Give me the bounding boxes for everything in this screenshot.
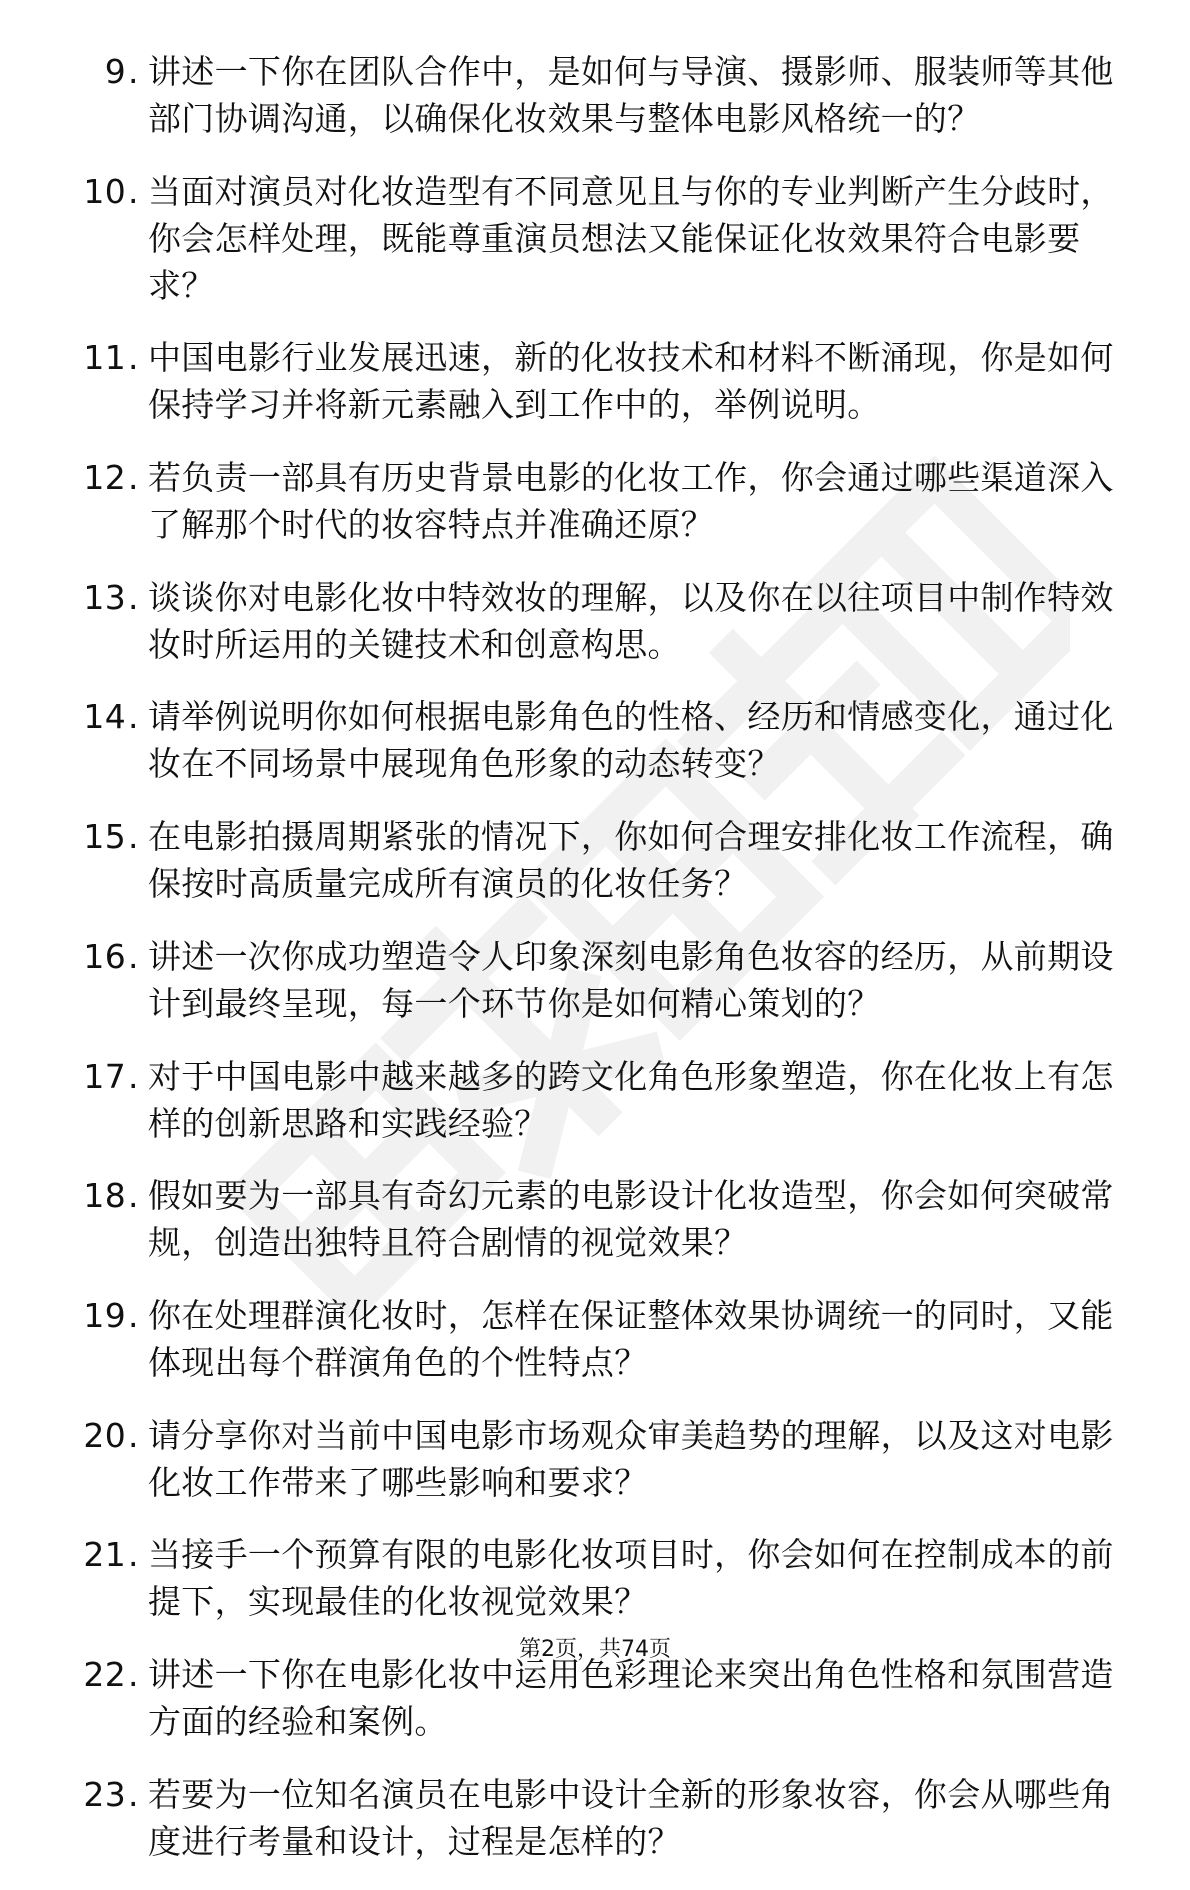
question-number-dot: .: [128, 338, 139, 378]
question-text: 当面对演员对化妆造型有不同意见且与你的专业判断产生分歧时，你会怎样处理，既能尊重演员想法又能保证化妆效果符合电影要求？: [148, 171, 1114, 305]
question-number-dot: .: [128, 1535, 139, 1575]
question-number-dot: .: [128, 1415, 139, 1455]
question-number-dot: .: [128, 52, 139, 91]
question-text: 讲述一下你在团队合作中，是如何与导演、摄影师、服装师等其他部门协调沟通，以确保化妆效果与整体电影风格统一的？: [148, 52, 1114, 138]
question-item-20: [64, 1412, 1114, 1506]
question-item-9: [64, 48, 1114, 142]
question-item-14: [64, 693, 1114, 787]
question-text: 请举例说明你如何根据电影角色的性格、经历和情感变化，通过化妆在不同场景中展现角色形象的动态转变？: [148, 697, 1114, 784]
question-item-17: [64, 1053, 1114, 1147]
question-number: 23: [83, 1774, 126, 1814]
question-text: 若负责一部具有历史背景电影的化妆工作，你会通过哪些渠道深入了解那个时代的妆容特点并准确还原？: [148, 458, 1114, 545]
question-number: 19: [83, 1295, 126, 1335]
question-number: 22: [83, 1654, 126, 1694]
question-item-11: [64, 334, 1114, 428]
question-text: 中国电影行业发展迅速，新的化妆技术和材料不断涌现，你是如何保持学习并将新元素融入到工作中的，举例说明。: [148, 338, 1114, 425]
question-number-dot: .: [128, 936, 139, 976]
question-number: 11: [83, 338, 126, 378]
question-number-dot: .: [128, 1654, 139, 1694]
page-number: 第2页，共74页: [519, 1637, 671, 1662]
question-text: 假如要为一部具有奇幻元素的电影设计化妆造型，你会如何突破常规，创造出独特且符合剧情的视觉效果？: [148, 1176, 1114, 1263]
question-number: 21: [83, 1535, 126, 1575]
question-number-dot: .: [128, 817, 139, 857]
question-number: 10: [83, 171, 126, 211]
question-text: 当接手一个预算有限的电影化妆项目时，你会如何在控制成本的前提下，实现最佳的化妆视觉效果？: [148, 1535, 1114, 1622]
question-text: 对于中国电影中越来越多的跨文化角色形象塑造，你在化妆上有怎样的创新思路和实践经验？: [148, 1056, 1114, 1143]
question-number: 16: [83, 936, 126, 976]
question-text: 请分享你对当前中国电影市场观众审美趋势的理解，以及这对电影化妆工作带来了哪些影响和要求？: [148, 1415, 1114, 1502]
question-number-dot: .: [128, 1774, 139, 1814]
question-item-15: [64, 813, 1114, 907]
question-number: 20: [83, 1415, 126, 1455]
question-number-dot: .: [128, 697, 139, 737]
question-text: 讲述一次你成功塑造令人印象深刻电影角色妆容的经历，从前期设计到最终呈现，每一个环节你是如何精心策划的？: [148, 936, 1114, 1023]
question-text: 在电影拍摄周期紧张的情况下，你如何合理安排化妆工作流程，确保按时高质量完成所有演员的化妆任务？: [148, 817, 1114, 904]
question-item-16: [64, 933, 1114, 1027]
question-item-18: [64, 1172, 1114, 1266]
question-item-21: [64, 1531, 1114, 1625]
question-number: 17: [83, 1056, 126, 1096]
question-number: 9: [104, 52, 126, 91]
question-number-dot: .: [128, 577, 139, 617]
question-number: 18: [83, 1176, 126, 1216]
question-text: 谈谈你对电影化妆中特效妆的理解，以及你在以往项目中制作特效妆时所运用的关键技术和创意构思。: [148, 577, 1114, 664]
question-number-dot: .: [128, 1176, 139, 1216]
question-item-13: [64, 574, 1114, 668]
question-text: 你在处理群演化妆时，怎样在保证整体效果协调统一的同时，又能体现出每个群演角色的个性特点？: [148, 1295, 1114, 1382]
question-item-19: [64, 1292, 1114, 1386]
question-item-12: [64, 454, 1114, 548]
question-list: [64, 48, 1114, 1890]
question-number: 12: [83, 458, 126, 498]
question-number: 14: [83, 697, 126, 737]
question-item-22: [64, 1651, 1114, 1745]
question-item-23: [64, 1771, 1114, 1865]
question-number-dot: .: [128, 1295, 139, 1335]
question-number-dot: .: [128, 458, 139, 498]
question-number-dot: .: [128, 1056, 139, 1096]
question-text: 讲述一下你在电影化妆中运用色彩理论来突出角色性格和氛围营造方面的经验和案例。: [148, 1654, 1114, 1741]
question-item-10: [64, 168, 1114, 309]
question-number: 13: [83, 577, 126, 617]
question-text: 若要为一位知名演员在电影中设计全新的形象妆容，你会从哪些角度进行考量和设计，过程是怎样的？: [148, 1774, 1114, 1861]
question-number: 15: [83, 817, 126, 857]
question-number-dot: .: [128, 171, 139, 211]
